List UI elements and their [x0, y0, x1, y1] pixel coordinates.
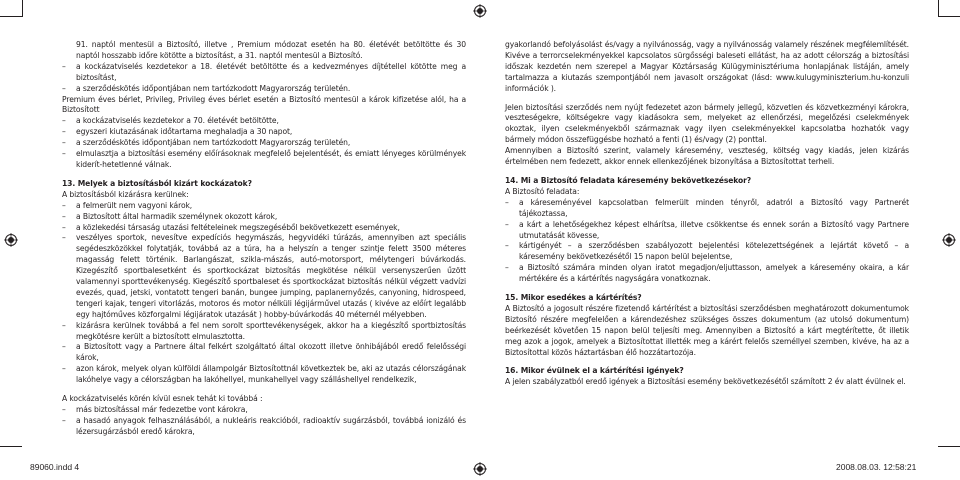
- list-item: [505, 198, 909, 220]
- list-item-text: azon károk, melyek olyan külföldi állampolgár Biztosítottnál következtek be, aki az utazás célországának lakóhelye vagy a célországban ha lakóhellyel, munkahellyel vagy szálláshellyel rendelkezik,: [76, 364, 466, 385]
- list-marker: –: [62, 364, 66, 374]
- list-item: [62, 233, 466, 320]
- list-marker: –: [505, 241, 509, 251]
- list-item: [62, 116, 466, 127]
- list-item-text: más biztosítással már fedezetbe vont károkra,: [76, 405, 248, 414]
- section-heading: 13. Melyek a biztosításból kizárt kockázatok?: [62, 178, 252, 188]
- list-item: [62, 201, 466, 212]
- list-item: [62, 149, 466, 171]
- list-marker: –: [505, 263, 509, 273]
- section-heading: 15. Mikor esedékes a kártérítés?: [505, 293, 642, 303]
- paragraph: A Biztosító a jogosult részére fizetendő kártérítést a biztosítási szerződésben meghatározott dokumentumok Biztosító részére megfelelően a kárendezéshez szükséges összes dokumentum (az utolsó dokumentum) beérkezését követően 15 napon belül teljesíti meg. Amennyiben a Biztosító a kárt megtérítette, őt illetik meg azok a jogok, amelyek a Biztosítottat illették meg a kárért felelős személlyel szemben, kivéve, ha az a Biztosítottal közös háztartásban élő hozzátartozója.: [505, 303, 909, 357]
- list-marker: –: [505, 219, 509, 229]
- list-item-text: a kockázatviselés kezdetekor a 70. életévét betöltötte,: [76, 116, 279, 126]
- list-item-text: egyszeri kiutazásának időtartama meghaladja a 30 napot,: [76, 127, 293, 137]
- list-item: [62, 138, 466, 149]
- footer-timestamp: 2008.08.03. 12:58:21: [836, 462, 917, 472]
- registration-mark-icon: [4, 233, 18, 247]
- paragraph: A kockázatviselés körén kívül esnek tehát ki továbbá :: [62, 394, 263, 404]
- list-item: [62, 223, 466, 234]
- list-marker: –: [62, 61, 66, 71]
- list-item-text: a közlekedési társaság utazási feltételeinek megszegéséből bekövetkezett események,: [76, 222, 400, 232]
- paragraph: Jelen biztosítási szerződés nem nyújt fedezetet azon bármely jellegű, közvetlen és közvetkezményi károkra, veszteségekre, költségekre vagy kiadásokra sem, melyeket az ellenőrzési, megelőzési cselekmények okoztak, ilyen cselekményekből származnak vagy ilyen cselekményekkel kapcsolatba hozhatók vagy bármely módon összefüggésbe hozható a fenti (1) és/vagy (2) ponttal.: [505, 102, 909, 145]
- list-item: [505, 220, 909, 242]
- paragraph: 91. naptól mentesül a Biztosító, illetve , Premium módozat esetén ha 80. életévét betöltötte és 30 naptól hosszabb időre kötötte a biztosítást, a 31. naptól mentesül a Biztosító.: [76, 40, 466, 60]
- section-heading: 14. Mi a Biztosító feladata káresemény bekövetkezésekor?: [505, 175, 752, 185]
- crop-mark-top-left: [0, 16, 22, 17]
- list-item: [62, 321, 466, 343]
- list-item-text: a szerződéskötés időpontjában nem tartózkodott Magyarország területén,: [76, 138, 351, 148]
- registration-mark-icon: [473, 462, 487, 476]
- registration-mark-icon: [942, 233, 956, 247]
- paragraph: Amennyiben a Biztosító szerint, valamely káresemény, veszteség, költség vagy kiadás, jelen kizárás értelmében nem fedezett, akkor ennek ellenkezőjének bizonyítása a Biztosítottat terheli.: [505, 146, 909, 167]
- crop-mark-top-right: [938, 16, 960, 17]
- list-item-text: a Biztosított által harmadik személynek okozott károk,: [76, 211, 278, 221]
- list-item-text: veszélyes sportok, nevesítve expedíciós hegymászás, hegyvidéki túrázás, amennyiben azt speciális segédeszközökkel folytatják, továbbá az a túra, ha a helyszín a tenger szintje felett 3500 méteres magasság felett történik. Barlangászat, szikla-mászás, autó-motorsport, mélytengeri búvárkodás. Kizegészítő sportbalesetként és sportkockázat biztosítás megkötése nélkül versenyszerűen űzött valamennyi sporttevékenység. Kiegészítő sportbaleset és sportkockázat biztosítás nélkül végzett vadvízi evezés, quad, jetski, vontatott tengeri banán, bungee jumping, paplanernyőzés, canyoning, hidrospeed, tengeri kajak, tengeri vitorlázás, motoros és motor nélküli légijárművel utazás ( kivéve az előírt legalább egy hajtóműves közforgalmi légijáratok utazását ) hobby-búvárkodás 40 méternél mélyebben.: [76, 233, 466, 319]
- list-item-text: a Biztosító számára minden olyan iratot megadjon/eljuttasson, amelyek a káresemény okaira, a kár mértékére és a kártérítés nagyságára vonatkoznak.: [519, 263, 909, 284]
- list-item: [62, 364, 466, 386]
- list-item-text: a káreseményével kapcsolatban felmerült minden tényről, adatról a Biztosító vagy Partnerét tájékoztassa,: [519, 197, 909, 218]
- list-item: [62, 342, 466, 364]
- list-item: [62, 62, 466, 84]
- list-item-text: a kárt a lehetőségekhez képest elhárítsa, illetve csökkentse és ennek során a Biztosító vagy Partnere utmutatását kövesse,: [519, 219, 909, 240]
- list-marker: –: [62, 200, 66, 210]
- list-item-text: a szerződéskötés időpontjában nem tartózkodott Magyarország területén.: [76, 83, 351, 93]
- list-marker: –: [62, 405, 66, 414]
- list-item: [62, 416, 466, 438]
- list-marker: –: [62, 149, 66, 159]
- paragraph: A Biztosító feladata:: [505, 186, 580, 196]
- list-item-text: kártigényét – a szerződésben szabályozott bejelentési kötelezettségének a lejártát követő – a káresemény bekövetkezésétől 15 napon belül bejelentse,: [519, 241, 909, 262]
- list-marker: –: [62, 233, 66, 243]
- section-heading: 16. Mikor évülnek el a kártérítési igények?: [505, 366, 684, 376]
- list-marker: –: [62, 116, 66, 126]
- crop-mark-top-left-v: [22, 0, 23, 17]
- list-marker: –: [62, 222, 66, 232]
- right-column: [505, 40, 909, 388]
- list-item-text: a felmerült nem vagyoni károk,: [76, 200, 193, 210]
- list-item-text: a kockázatviselés kezdetekor a 18. életévét betöltötte és a kedvezményes díjtétellel kötötte meg a biztosítást,: [76, 61, 466, 82]
- list-item: [62, 84, 466, 95]
- footer-file-name: 89060.indd 4: [30, 462, 80, 472]
- list-marker: –: [62, 320, 66, 330]
- list-marker: –: [62, 83, 66, 93]
- list-item: [62, 127, 466, 138]
- crop-mark-bottom-right: [938, 446, 960, 447]
- paragraph: A biztosításból kizárásra kerülnek:: [62, 189, 189, 199]
- list-marker: –: [505, 197, 509, 207]
- list-marker: –: [62, 138, 66, 148]
- list-item: [505, 241, 909, 263]
- list-marker: –: [62, 415, 66, 425]
- paragraph: Premium éves bérlet, Privileg, Privileg éves bérlet esetén a Biztosító mentesül a károk kifizetése alól, ha a Biztosított: [62, 94, 466, 115]
- crop-mark-bottom-left: [0, 446, 22, 447]
- paragraph: A jelen szabályzatból eredő igények a Biztosítási esemény bekövetkezésétől számított 2 év alatt évülnek el.: [505, 377, 906, 387]
- registration-mark-icon: [473, 4, 487, 18]
- list-item: [62, 405, 466, 416]
- list-item: [505, 263, 909, 285]
- left-column: [62, 40, 466, 438]
- list-item-text: elmulasztja a biztosítási esemény előírásoknak megfelelő bejelentését, és emiatt lényeges körülmények kiderít-hetetlenné válnak.: [76, 149, 466, 169]
- crop-mark-top-right-v: [938, 0, 939, 17]
- list-marker: –: [62, 127, 66, 137]
- list-marker: –: [62, 342, 66, 352]
- paragraph: gyakorlandó befolyásolást és/vagy a nyilvánosság, vagy a nyilvánosság valamely részének megfélemlítését. Kivéve a terrorcselekményekkel kapcsolatos sürgősségi baleseti ellátást, ha az adott célország a biztosítási időszak kezdetén nem szerepel a Magyar Köztársaság Külügyminisztériuma honlapjának listáján, amely tartalmazza a kiutazás szempontjából nem javasolt országokat (lásd: www.kulugyminiszterium.hu-konzuli információk ).: [505, 40, 909, 93]
- list-item-text: a Biztosított vagy a Partnere által felkért szolgáltató által okozott illetve önhibájából eredő felelősségi károk,: [76, 342, 466, 363]
- list-item: [62, 212, 466, 223]
- list-item-text: kizárásra kerülnek továbbá a fel nem sorolt sporttevékenységek, akkor ha a kiegészítő sportbiztosítás megkötésre került a biztosított elmulasztotta.: [76, 320, 466, 341]
- list-marker: –: [62, 211, 66, 221]
- list-item-text: a hasadó anyagok felhasználásából, a nukleáris reakcióból, radioaktív sugárzásból, továbbá ionizáló és lézersugárzásból eredő károkra,: [76, 415, 466, 436]
